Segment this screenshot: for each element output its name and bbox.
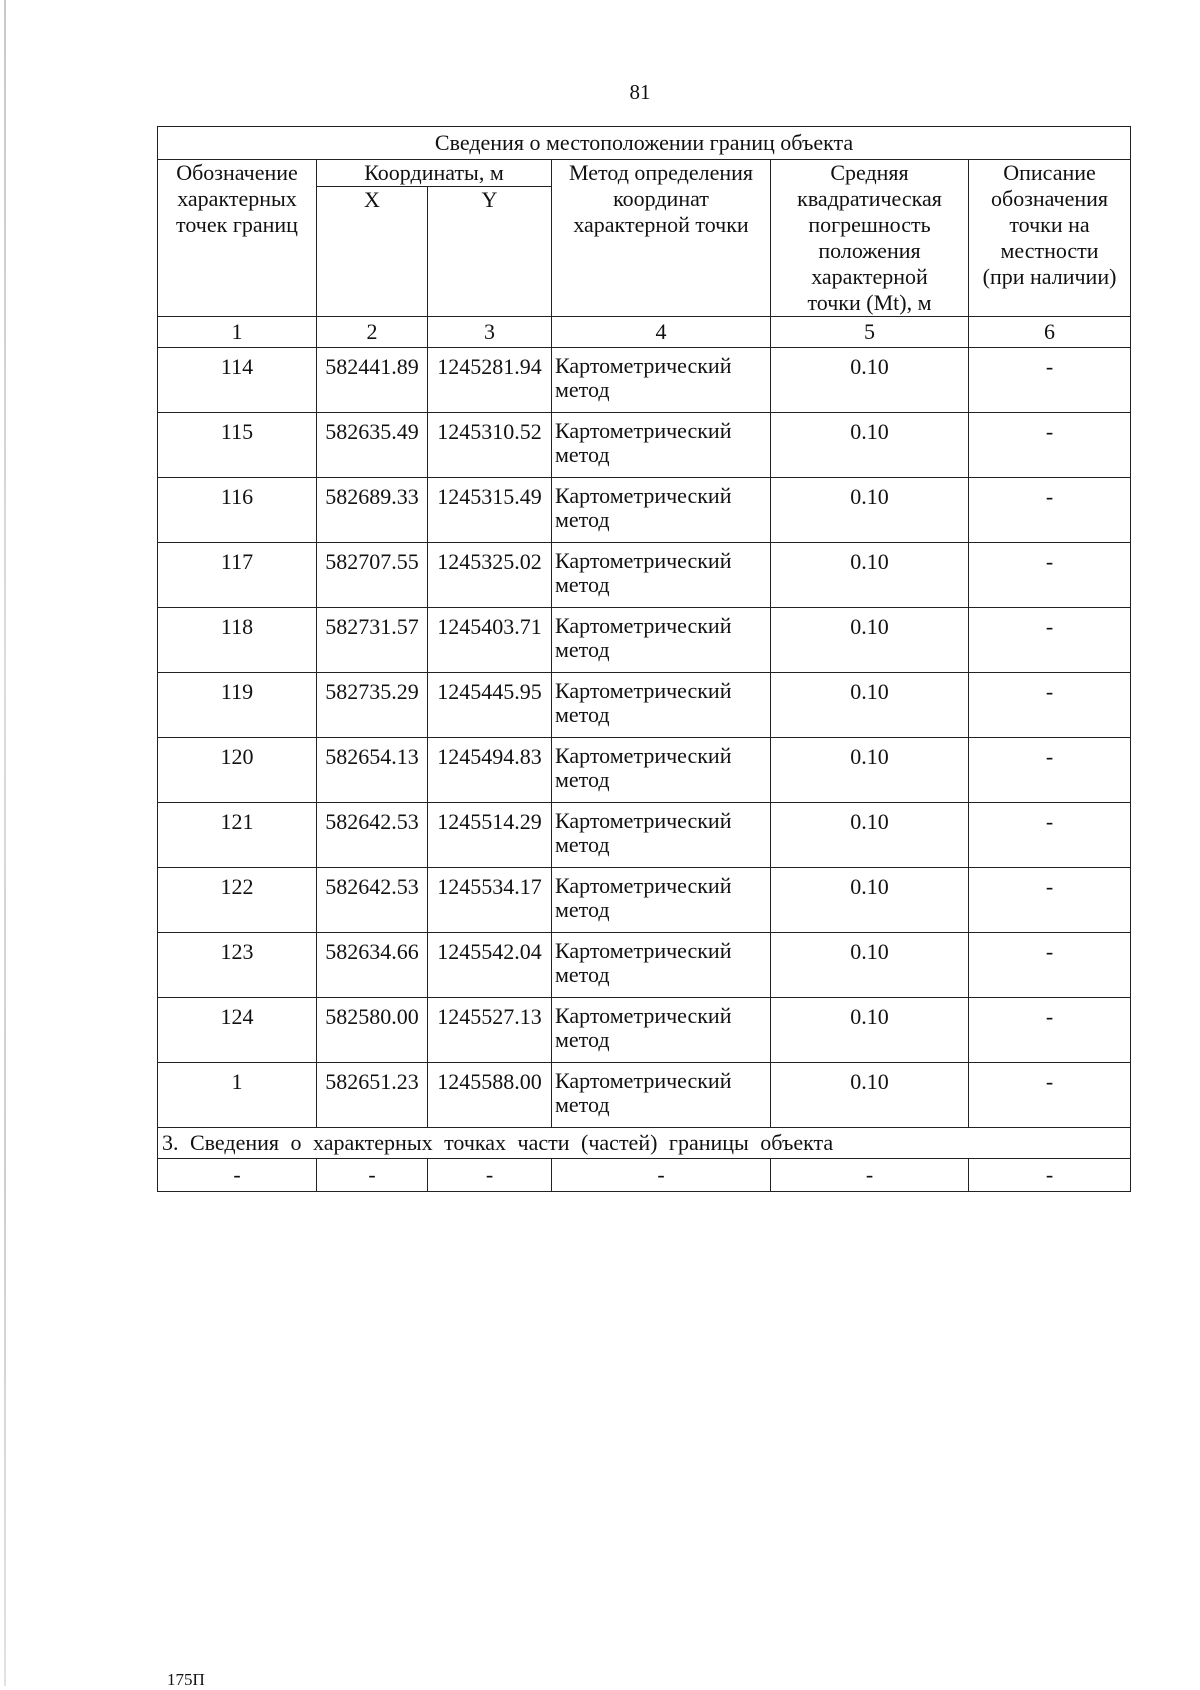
method-line: Картометрический — [555, 873, 732, 898]
point-cell: 120 — [158, 738, 317, 803]
column-number: 6 — [969, 317, 1131, 348]
point-cell: 121 — [158, 803, 317, 868]
section-3-data-row — [158, 1159, 1131, 1192]
y-coordinate-cell: 1245325.02 — [428, 543, 552, 608]
accuracy-cell: 0.10 — [771, 803, 969, 868]
table-row — [158, 478, 1131, 543]
table-row — [158, 413, 1131, 478]
x-coordinate-cell: 582580.00 — [317, 998, 428, 1063]
method-line: Картометрический — [555, 613, 732, 638]
method-line: Картометрический — [555, 418, 732, 443]
description-cell: - — [969, 868, 1131, 933]
y-coordinate-cell: 1245445.95 — [428, 673, 552, 738]
data-rows — [158, 348, 1131, 1128]
x-coordinate-cell: 582634.66 — [317, 933, 428, 998]
method-line: Картометрический — [555, 483, 732, 508]
description-cell: - — [969, 348, 1131, 413]
method-cell — [552, 738, 771, 803]
x-coordinate-cell: 582707.55 — [317, 543, 428, 608]
header-method: Метод определения координат характерной точки — [552, 160, 771, 317]
column-number: 1 — [158, 317, 317, 348]
y-coordinate-cell: 1245588.00 — [428, 1063, 552, 1128]
x-coordinate-cell: 582651.23 — [317, 1063, 428, 1128]
empty-cell: - — [552, 1159, 771, 1192]
point-cell: 114 — [158, 348, 317, 413]
method-cell — [552, 478, 771, 543]
scan-edge-line — [4, 0, 6, 1686]
table-row — [158, 868, 1131, 933]
x-coordinate-cell: 582642.53 — [317, 803, 428, 868]
y-coordinate-cell: 1245534.17 — [428, 868, 552, 933]
method-cell — [552, 998, 771, 1063]
table-row — [158, 348, 1131, 413]
point-cell: 117 — [158, 543, 317, 608]
accuracy-cell: 0.10 — [771, 738, 969, 803]
x-coordinate-cell: 582642.53 — [317, 868, 428, 933]
accuracy-cell: 0.10 — [771, 998, 969, 1063]
accuracy-cell: 0.10 — [771, 673, 969, 738]
x-coordinate-cell: 582689.33 — [317, 478, 428, 543]
column-number: 5 — [771, 317, 969, 348]
y-coordinate-cell: 1245403.71 — [428, 608, 552, 673]
y-coordinate-cell: 1245527.13 — [428, 998, 552, 1063]
point-cell: 1 — [158, 1063, 317, 1128]
table-row — [158, 933, 1131, 998]
method-line: Картометрический — [555, 678, 732, 703]
y-coordinate-cell: 1245514.29 — [428, 803, 552, 868]
footer-code: 175П — [167, 1670, 205, 1689]
header-y: Y — [428, 187, 552, 317]
description-cell: - — [969, 803, 1131, 868]
description-cell: - — [969, 738, 1131, 803]
method-cell — [552, 803, 771, 868]
point-cell: 116 — [158, 478, 317, 543]
x-coordinate-cell: 582735.29 — [317, 673, 428, 738]
description-cell: - — [969, 1063, 1131, 1128]
point-cell: 124 — [158, 998, 317, 1063]
description-cell: - — [969, 998, 1131, 1063]
section-3-row — [158, 1128, 1131, 1159]
y-coordinate-cell: 1245310.52 — [428, 413, 552, 478]
method-line: метод — [555, 377, 610, 402]
header-point-designation: Обозначение характерных точек границ — [158, 160, 317, 317]
table-row — [158, 803, 1131, 868]
x-coordinate-cell: 582635.49 — [317, 413, 428, 478]
x-coordinate-cell: 582731.57 — [317, 608, 428, 673]
point-cell: 118 — [158, 608, 317, 673]
method-line: метод — [555, 572, 610, 597]
description-cell: - — [969, 413, 1131, 478]
accuracy-cell: 0.10 — [771, 933, 969, 998]
accuracy-cell: 0.10 — [771, 348, 969, 413]
method-line: Картометрический — [555, 1003, 732, 1028]
method-line: Картометрический — [555, 353, 732, 378]
description-cell: - — [969, 543, 1131, 608]
boundary-coordinates-table — [157, 126, 1131, 1192]
accuracy-cell: 0.10 — [771, 608, 969, 673]
y-coordinate-cell: 1245315.49 — [428, 478, 552, 543]
accuracy-cell: 0.10 — [771, 478, 969, 543]
method-cell — [552, 868, 771, 933]
method-cell — [552, 1063, 771, 1128]
empty-cell: - — [158, 1159, 317, 1192]
method-cell — [552, 608, 771, 673]
section-3-title: 3. Сведения о характерных точках части (частей) границы объекта — [158, 1128, 1131, 1159]
empty-cell: - — [317, 1159, 428, 1192]
method-line: метод — [555, 767, 610, 792]
y-coordinate-cell: 1245542.04 — [428, 933, 552, 998]
table-title-row — [158, 127, 1131, 160]
description-cell: - — [969, 608, 1131, 673]
accuracy-cell: 0.10 — [771, 868, 969, 933]
point-cell: 122 — [158, 868, 317, 933]
method-line: Картометрический — [555, 548, 732, 573]
point-cell: 119 — [158, 673, 317, 738]
empty-cell: - — [771, 1159, 969, 1192]
x-coordinate-cell: 582441.89 — [317, 348, 428, 413]
y-coordinate-cell: 1245494.83 — [428, 738, 552, 803]
point-cell: 123 — [158, 933, 317, 998]
method-line: Картометрический — [555, 808, 732, 833]
accuracy-cell: 0.10 — [771, 543, 969, 608]
column-number: 2 — [317, 317, 428, 348]
column-number: 3 — [428, 317, 552, 348]
column-number: 4 — [552, 317, 771, 348]
table-row — [158, 1063, 1131, 1128]
method-cell — [552, 673, 771, 738]
method-line: метод — [555, 1092, 610, 1117]
table-row — [158, 998, 1131, 1063]
header-coordinates: Координаты, м — [317, 160, 552, 187]
method-line: Картометрический — [555, 743, 732, 768]
method-cell — [552, 933, 771, 998]
point-cell: 115 — [158, 413, 317, 478]
description-cell: - — [969, 933, 1131, 998]
method-line: метод — [555, 962, 610, 987]
table-row — [158, 738, 1131, 803]
page-number: 81 — [629, 80, 651, 104]
description-cell: - — [969, 478, 1131, 543]
header-row-1 — [158, 160, 1131, 187]
method-line: метод — [555, 1027, 610, 1052]
header-x: X — [317, 187, 428, 317]
method-cell — [552, 543, 771, 608]
y-coordinate-cell: 1245281.94 — [428, 348, 552, 413]
empty-cell: - — [428, 1159, 552, 1192]
x-coordinate-cell: 582654.13 — [317, 738, 428, 803]
method-line: метод — [555, 637, 610, 662]
column-number-row — [158, 317, 1131, 348]
description-cell: - — [969, 673, 1131, 738]
method-line: Картометрический — [555, 938, 732, 963]
header-description: Описание обозначения точки на местности (при наличии) — [969, 160, 1131, 317]
table-row — [158, 673, 1131, 738]
method-line: метод — [555, 832, 610, 857]
method-line: метод — [555, 442, 610, 467]
method-line: Картометрический — [555, 1068, 732, 1093]
method-line: метод — [555, 702, 610, 727]
empty-cell: - — [969, 1159, 1131, 1192]
table-row — [158, 608, 1131, 673]
method-line: метод — [555, 897, 610, 922]
accuracy-cell: 0.10 — [771, 413, 969, 478]
method-cell — [552, 413, 771, 478]
accuracy-cell: 0.10 — [771, 1063, 969, 1128]
table-row — [158, 543, 1131, 608]
header-accuracy: Средняя квадратическая погрешность положения характерной точки (Mt), м — [771, 160, 969, 317]
method-line: метод — [555, 507, 610, 532]
method-cell — [552, 348, 771, 413]
table-title: Сведения о местоположении границ объекта — [158, 127, 1131, 160]
